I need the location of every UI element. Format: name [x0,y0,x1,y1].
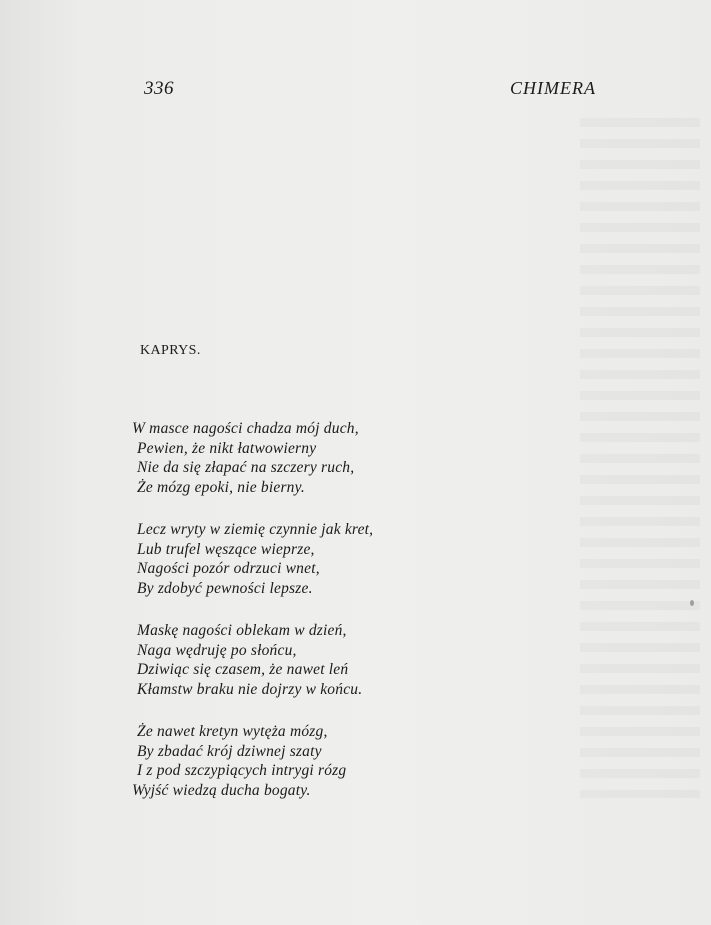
poem-title: KAPRYS. [140,343,201,358]
verse-line: Lecz wryty w ziemię czynnie jak kret, [137,521,374,538]
verse-line: Wyjść wiedzą ducha bogaty. [132,781,311,799]
verse-line: Że mózg epoki, nie bierny. [137,478,305,496]
verse-line: Nagości pozór odrzuci wnet, [137,560,320,577]
bleed-through-texture [580,118,700,798]
verse-line: Naga wędruję po słońcu, [137,641,297,659]
verse-line: I z pod szczypiących intrygi rózg [137,762,347,779]
stanza-2 [132,520,492,598]
running-title: CHIMERA [510,78,596,98]
verse-line: By zbadać krój dziwnej szaty [137,742,322,760]
verse-line: W masce nagości chadza mój duch, [132,420,359,437]
verse-line: Że nawet kretyn wytęża mózg, [137,723,328,740]
verse-line: Maskę nagości oblekam w dzień, [137,622,347,639]
stanza-1 [132,419,492,497]
verse-line: Kłamstw braku nie dojrzy w końcu. [137,680,363,698]
page-number: 336 [144,78,174,99]
verse-line: By zdobyć pewności lepsze. [137,579,313,597]
stanza-3 [132,621,492,699]
poem-body [132,419,492,823]
verse-line: Pewien, że nikt łatwowierny [137,439,317,457]
page-header [144,78,596,102]
verse-line: Lub trufel węszące wieprze, [137,540,315,558]
paper-blemish [690,600,694,606]
verse-line: Dziwiąc się czasem, że nawet leń [137,661,349,678]
verse-line: Nie da się złapać na szczery ruch, [137,459,355,476]
stanza-4 [132,722,492,800]
